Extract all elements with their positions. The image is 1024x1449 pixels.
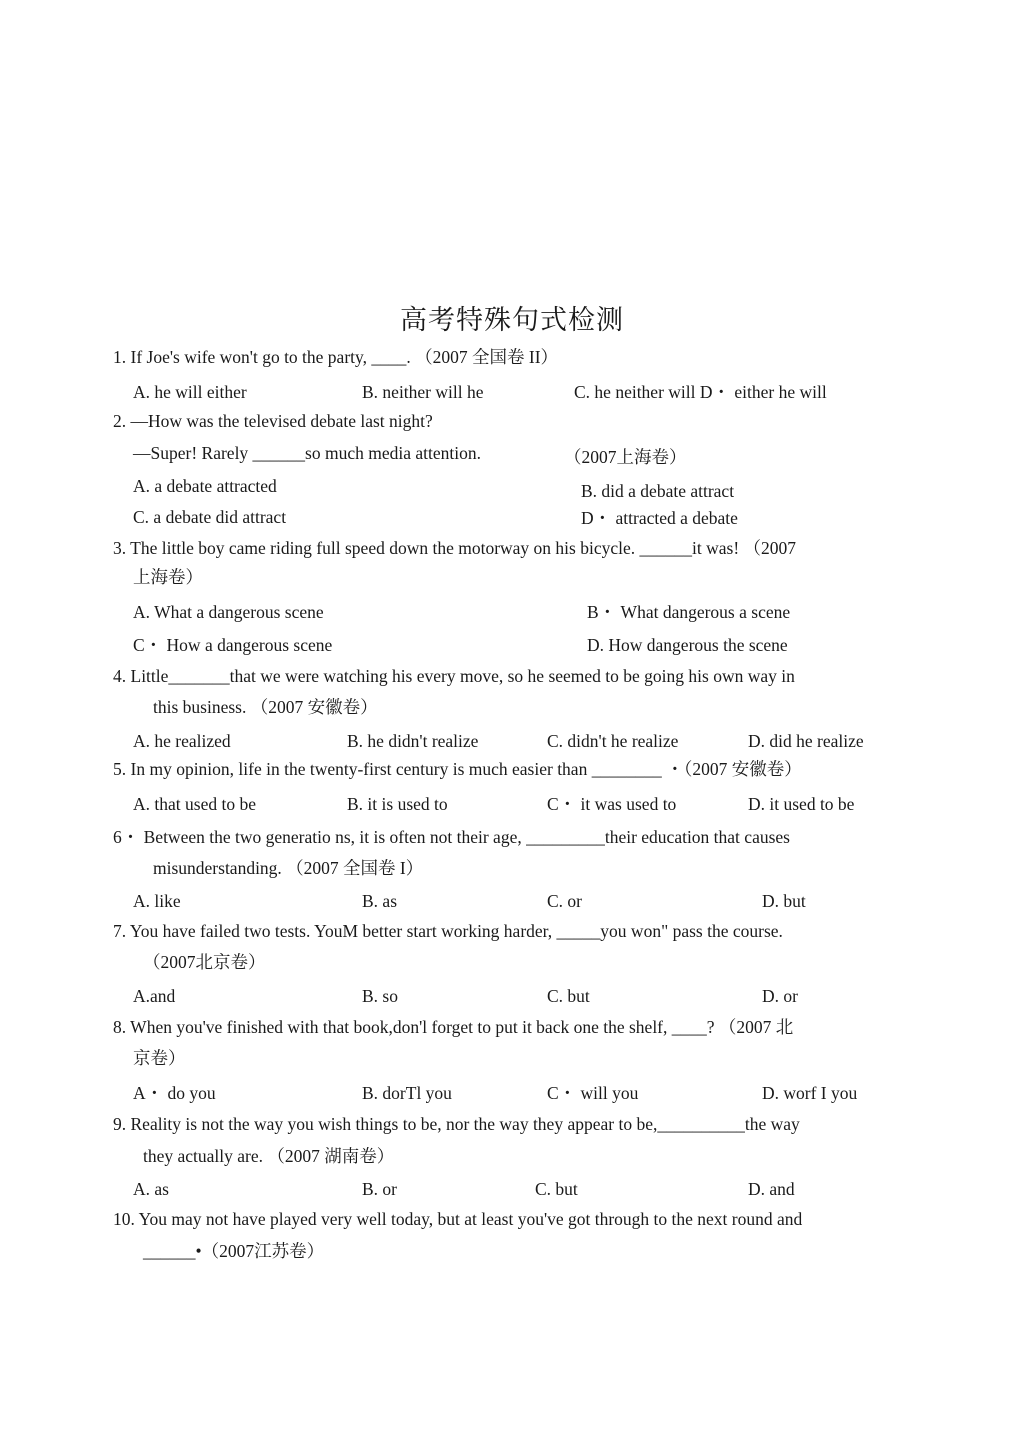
question-2-source: （2007上海卷） bbox=[564, 447, 687, 467]
q9-option-c: C. but bbox=[535, 1179, 578, 1199]
q8-option-a: A・ do you bbox=[133, 1083, 216, 1103]
q3-option-d: D. How dangerous the scene bbox=[587, 635, 788, 655]
q1-option-c-d: C. he neither will D・ either he will bbox=[574, 382, 827, 402]
question-5-stem: 5. In my opinion, life in the twenty-first century is much easier than ________ ・（2007 安徽卷） bbox=[113, 759, 802, 779]
q4-option-d: D. did he realize bbox=[748, 731, 864, 751]
q6-option-c: C. or bbox=[547, 891, 582, 911]
q2-option-c: C. a debate did attract bbox=[133, 507, 287, 527]
q6-option-b: B. as bbox=[362, 891, 397, 911]
q2-option-b: B. did a debate attract bbox=[581, 481, 735, 501]
question-2-stem: 2. —How was the televised debate last night? bbox=[113, 411, 433, 431]
question-8-stem-line2: 京卷） bbox=[133, 1048, 186, 1068]
question-2-stem-line2: —Super! Rarely ______so much media attention. bbox=[133, 443, 481, 463]
question-3-stem: 3. The little boy came riding full speed down the motorway on his bicycle. ______it was! （2007 bbox=[113, 538, 797, 558]
question-10-stem-line2: ______•（2007江苏卷） bbox=[143, 1241, 325, 1261]
q7-option-c: C. but bbox=[547, 986, 590, 1006]
q5-option-b: B. it is used to bbox=[347, 794, 448, 814]
q6-option-d: D. but bbox=[762, 891, 806, 911]
page-title: 高考特殊句式检测 bbox=[400, 305, 624, 336]
q1-option-b: B. neither will he bbox=[362, 382, 484, 402]
question-7-stem-line2: （2007北京卷） bbox=[143, 952, 266, 972]
q9-option-b: B. or bbox=[362, 1179, 397, 1199]
q7-option-a: A.and bbox=[133, 986, 176, 1006]
q9-option-d: D. and bbox=[748, 1179, 795, 1199]
q4-option-c: C. didn't he realize bbox=[547, 731, 679, 751]
q8-option-b: B. dorTl you bbox=[362, 1083, 452, 1103]
q9-option-a: A. as bbox=[133, 1179, 169, 1199]
q4-option-b: B. he didn't realize bbox=[347, 731, 479, 751]
question-4-stem-line2: this business. （2007 安徽卷） bbox=[153, 697, 378, 717]
q3-option-c: C・ How a dangerous scene bbox=[133, 635, 333, 655]
q2-option-d: D・ attracted a debate bbox=[581, 508, 738, 528]
q2-option-a: A. a debate attracted bbox=[133, 476, 277, 496]
question-9-stem-line2: they actually are. （2007 湖南卷） bbox=[143, 1146, 395, 1166]
q6-option-a: A. like bbox=[133, 891, 181, 911]
q5-option-c: C・ it was used to bbox=[547, 794, 677, 814]
question-7-stem: 7. You have failed two tests. YouM better start working harder, _____you won" pass the course. bbox=[113, 921, 783, 941]
question-1-stem: 1. If Joe's wife won't go to the party, ____. （2007 全国卷 II） bbox=[113, 347, 559, 367]
q7-option-b: B. so bbox=[362, 986, 398, 1006]
q3-option-a: A. What a dangerous scene bbox=[133, 602, 324, 622]
question-9-stem: 9. Reality is not the way you wish things to be, nor the way they appear to be,__________the way bbox=[113, 1114, 800, 1134]
question-6-stem: 6・ Between the two generatio ns, it is often not their age, _________their education that causes bbox=[113, 827, 790, 847]
q7-option-d: D. or bbox=[762, 986, 798, 1006]
q4-option-a: A. he realized bbox=[133, 731, 231, 751]
q1-option-a: A. he will either bbox=[133, 382, 247, 402]
q3-option-b: B・ What dangerous a scene bbox=[587, 602, 791, 622]
question-4-stem: 4. Little_______that we were watching his every move, so he seemed to be going his own way in bbox=[113, 666, 795, 686]
q5-option-a: A. that used to be bbox=[133, 794, 256, 814]
q8-option-d: D. worf I you bbox=[762, 1083, 858, 1103]
question-3-stem-line2: 上海卷） bbox=[133, 567, 203, 587]
question-6-stem-line2: misunderstanding. （2007 全国卷 I） bbox=[153, 858, 424, 878]
question-8-stem: 8. When you've finished with that book,don'l forget to put it back one the shelf, ____? （2007 北 bbox=[113, 1017, 794, 1037]
q8-option-c: C・ will you bbox=[547, 1083, 639, 1103]
question-10-stem: 10. You may not have played very well today, but at least you've got through to the next round and bbox=[113, 1209, 803, 1229]
q5-option-d: D. it used to be bbox=[748, 794, 855, 814]
